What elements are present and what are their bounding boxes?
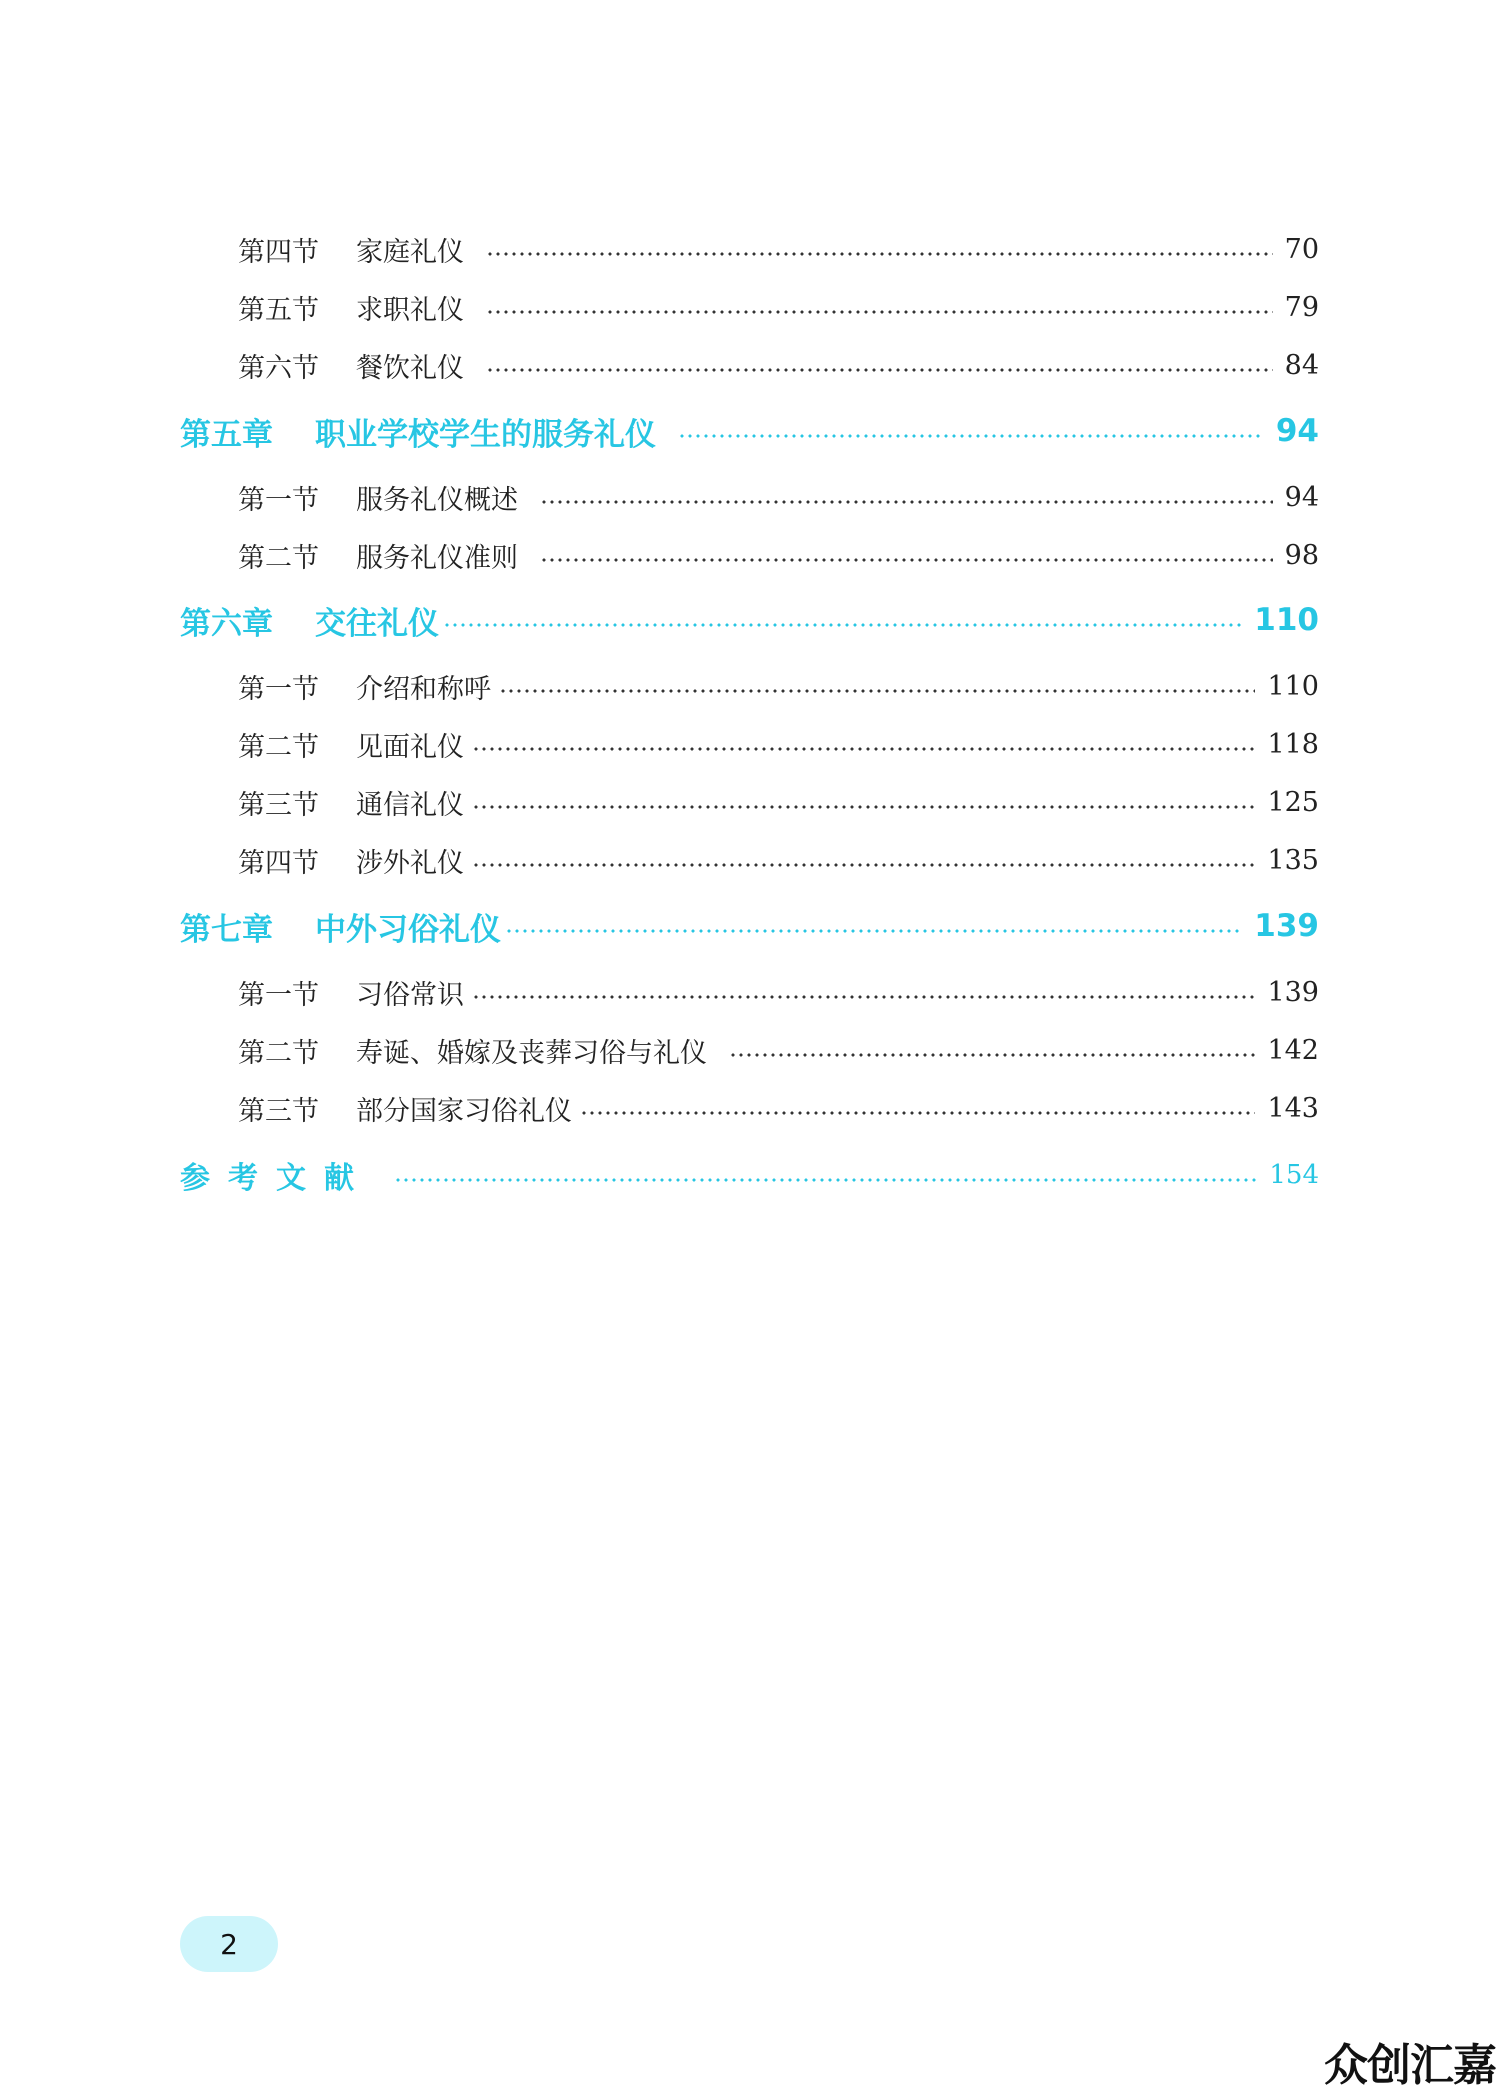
dot-leader [472,995,1255,999]
section-number: 第六节 [238,352,319,384]
toc-section-entry[interactable] [238,666,1319,706]
section-number: 第五节 [238,294,319,326]
section-title: 涉外礼仪 [356,847,464,879]
dot-leader [678,434,1264,438]
toc-section-entry[interactable] [238,229,1319,269]
page-number: 98 [1284,539,1319,571]
section-number: 第四节 [238,236,319,268]
page-number: 79 [1284,291,1319,323]
dot-leader [486,310,1273,314]
page-number: 139 [1254,908,1319,944]
toc-section-entry[interactable] [238,535,1319,575]
page-number: 142 [1267,1034,1319,1066]
toc-section-entry[interactable] [238,287,1319,327]
page-number: 118 [1267,728,1319,760]
chapter-number: 第七章 [180,911,273,948]
toc-section-entry[interactable] [238,477,1319,517]
toc-section-entry[interactable] [238,782,1319,822]
section-number: 第二节 [238,731,319,763]
dot-leader [499,689,1255,693]
page-number: 94 [1275,413,1319,449]
section-number: 第三节 [238,1095,319,1127]
chapter-number: 第五章 [180,416,273,453]
section-title: 家庭礼仪 [356,236,464,268]
dot-leader [486,368,1273,372]
section-number: 第三节 [238,789,319,821]
footer-page-number: 2 [220,1927,238,1961]
section-title: 介绍和称呼 [356,673,491,705]
dot-leader [486,252,1273,256]
section-title: 服务礼仪准则 [356,542,518,574]
section-number: 第二节 [238,1037,319,1069]
page-number: 139 [1267,976,1319,1008]
toc-references-entry[interactable] [180,1153,1319,1197]
dot-leader [580,1111,1255,1115]
toc-section-entry[interactable] [238,724,1319,764]
page-number: 94 [1284,481,1319,513]
page-number: 84 [1284,349,1319,381]
section-title: 通信礼仪 [356,789,464,821]
toc-section-entry[interactable] [238,1088,1319,1128]
chapter-title: 交往礼仪 [315,605,439,642]
page-number: 125 [1267,786,1319,818]
dot-leader [472,863,1255,867]
chapter-number: 第六章 [180,605,273,642]
section-title: 见面礼仪 [356,731,464,763]
dot-leader [472,805,1255,809]
chapter-title: 职业学校学生的服务礼仪 [315,416,656,453]
references-title: 参考文献 [180,1161,372,1196]
section-number: 第一节 [238,979,319,1011]
page-number-badge [180,1916,278,1972]
chapter-title: 中外习俗礼仪 [315,911,501,948]
section-number: 第四节 [238,847,319,879]
toc-section-entry[interactable] [238,972,1319,1012]
page-number: 110 [1254,602,1319,638]
section-title: 餐饮礼仪 [356,352,464,384]
watermark-logo: 众创汇嘉 [1324,2040,1496,2091]
toc-chapter-entry[interactable] [180,407,1319,455]
toc-chapter-entry[interactable] [180,902,1319,950]
section-number: 第一节 [238,484,319,516]
toc-section-entry[interactable] [238,840,1319,880]
dot-leader [540,558,1273,562]
dot-leader [729,1053,1255,1057]
toc-section-entry[interactable] [238,345,1319,385]
dot-leader [540,500,1273,504]
page-number: 70 [1284,233,1319,265]
page-number: 135 [1267,844,1319,876]
page-number: 154 [1269,1160,1319,1190]
dot-leader [505,929,1242,933]
dot-leader [443,623,1242,627]
toc-chapter-entry[interactable] [180,596,1319,644]
toc-section-entry[interactable] [238,1030,1319,1070]
section-title: 求职礼仪 [356,294,464,326]
page-number: 143 [1267,1092,1319,1124]
dot-leader [394,1178,1257,1182]
section-number: 第二节 [238,542,319,574]
section-title: 习俗常识 [356,979,464,1011]
dot-leader [472,747,1255,751]
section-title: 部分国家习俗礼仪 [356,1095,572,1127]
section-title: 服务礼仪概述 [356,484,518,516]
page-number: 110 [1267,670,1319,702]
section-number: 第一节 [238,673,319,705]
section-title: 寿诞、婚嫁及丧葬习俗与礼仪 [356,1037,707,1069]
